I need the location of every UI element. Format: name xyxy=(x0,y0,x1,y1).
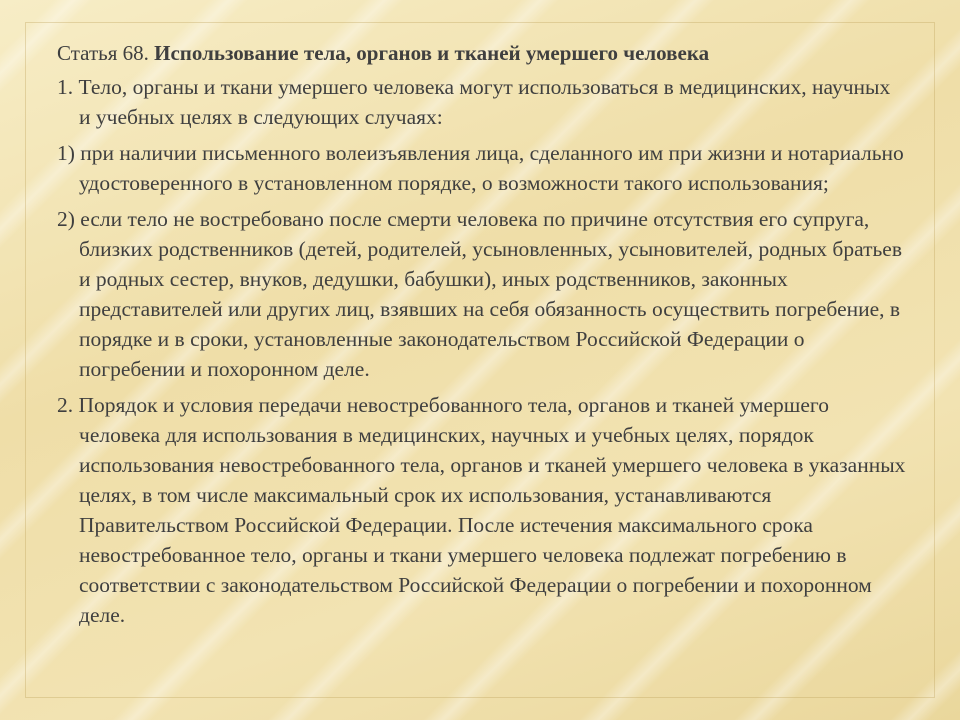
paragraph-1-item-2: 2) если тело не востребовано после смерти человека по причине отсутствия его супруга, близких родственников (детей, родителей, усыновленных, усыновителей, родных братьев и родных сестер, внуков, дедушки, бабушки), иных родственников, законных представителей или других лиц, взявших на себя обязанность осуществить погребение, в порядке и в сроки, установленные законодательством Российской Федерации о погребении и похоронном деле. xyxy=(57,207,902,381)
paragraph-1: 1. Тело, органы и ткани умершего человека могут использоваться в медицинских, научных и учебных целях в следующих случаях: xyxy=(57,75,891,129)
article-prefix: Статья 68. xyxy=(57,41,155,65)
article-heading: Использование тела, органов и тканей умершего человека xyxy=(154,41,710,65)
slide-content xyxy=(57,38,907,636)
paragraph-2: 2. Порядок и условия передачи невостребованного тела, органов и тканей умершего человека для использования в медицинских, научных и учебных целях, порядок использования невостребованного тела, органов и тканей умершего человека в указанных целях, в том числе максимальный срок их использования, устанавливаются Правительством Российской Федерации. После истечения максимального срока невостребованное тело, органы и ткани умершего человека подлежат погребению в соответствии с законодательством Российской Федерации о погребении и похоронном деле. xyxy=(57,393,906,627)
article-title xyxy=(57,38,907,68)
paragraph-1-item-1: 1) при наличии письменного волеизъявления лица, сделанного им при жизни и нотариально удостоверенного в установленном порядке, о возможности такого использования; xyxy=(57,141,904,195)
